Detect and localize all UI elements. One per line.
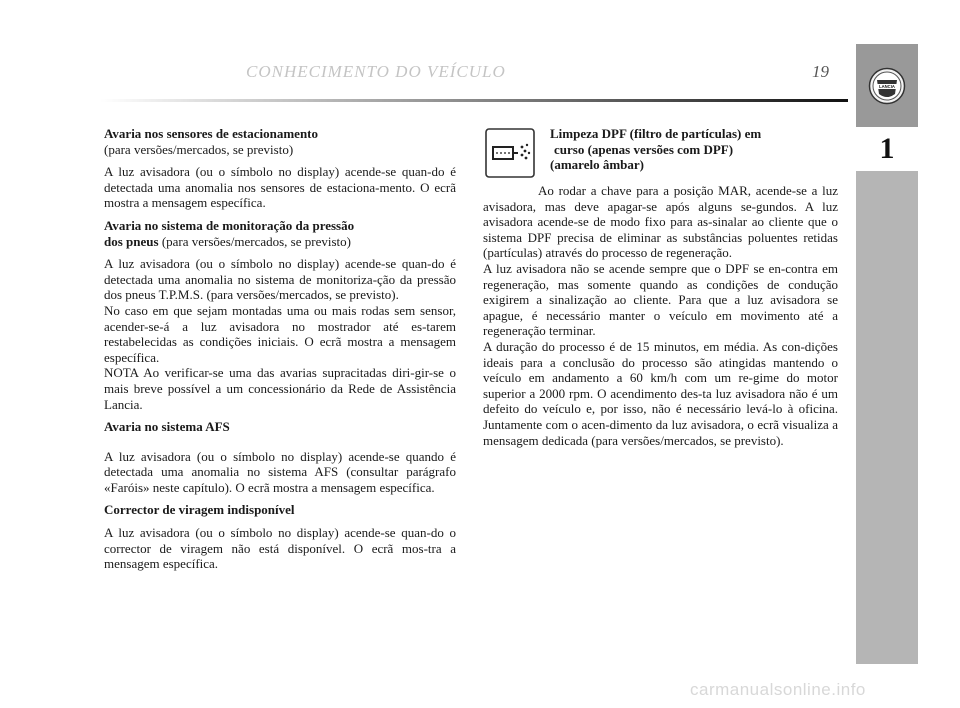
lancia-logo-icon <box>868 67 906 105</box>
logo-text: LANCIA <box>879 84 895 89</box>
right-column <box>483 183 838 448</box>
dpf-warning-icon <box>485 128 535 178</box>
section-title-tpms-cont: dos pneus <box>104 233 159 249</box>
page-number: 19 <box>812 62 829 81</box>
dpf-heading <box>550 126 840 173</box>
paragraph: No caso em que sejam montadas uma ou mais rodas sem sensor, acender-se-á a luz avisadora no mostrador até es-tarem restabelecidas as condições iniciais. O ecrã mostra a mensagem específica. <box>104 302 456 365</box>
paragraph: A luz avisadora (ou o símbolo no display) acende-se quan-do é detectada uma anomalia nos sensores de estaciona-mento. O ecrã mostra a mensagem específica. <box>104 164 456 211</box>
section-title-parking-sensors: Avaria nos sensores de estacionamento <box>104 126 319 141</box>
paragraph: A duração do processo é de 15 minutos, em média. As con-dições ideais para a conclusão do processo são atingidas mantendo o veículo em andamento a 60 km/h com um re-gime do motor superior a 2000 rpm. O acendimento des-ta luz avisadora não é um defeito do veículo e, por isso, não é necessário levá-lo à oficina. Juntamente com o acen-dimento da luz avisadora, o ecrã visualiza a mensagem dedicada (para versões/mercados, se previsto). <box>483 338 838 448</box>
section-title-cornering: Corrector de viragem indisponível <box>104 502 295 518</box>
section-title-afs: Avaria no sistema AFS <box>104 419 230 435</box>
dpf-title-line-1: Limpeza DPF (filtro de partículas) em <box>550 126 762 141</box>
paragraph: Ao rodar a chave para a posição MAR, acende-se a luz avisadora, mas deve apagar-se após alguns se-gundos. A luz avisadora acende-se de modo fixo para as-sinalar ao cliente que o sistema DPF precisa de eliminar as substâncias poluentes retidas (partículas) através do processo de regeneração. <box>483 183 838 261</box>
watermark: carmanualsonline.info <box>690 680 866 699</box>
paragraph: A luz avisadora (ou o símbolo no display) acende-se quando é detectada uma anomalia no sistema AFS (consultar parágrafo «Faróis» neste capítulo). O ecrã mostra a mensagem específica. <box>104 448 456 495</box>
header-rule <box>100 99 848 102</box>
paragraph: A luz avisadora (ou o símbolo no display) acende-se quan-do é detectada uma anomalia no sistema de monitoriza-ção da pressão dos pneus T.P.M.S. (para versões/mercados, se previsto). <box>104 256 456 303</box>
paragraph: A luz avisadora (ou o símbolo no display) acende-se quan-do o corrector de viragem não está disponível. O ecrã mos-tra a mensagem específica. <box>104 525 456 572</box>
section-subtitle: (para versões/mercados, se previsto) <box>104 141 294 157</box>
paragraph: A luz avisadora não se acende sempre que o DPF se en-contra em regeneração, mas somente quando as condições de condução exigirem a sinalização ao cliente. Para que a luz avisadora se apague, é necessário manter o veículo em movimento até a regeneração terminar. <box>483 260 838 339</box>
dpf-title-line-3: (amarelo âmbar) <box>550 157 644 173</box>
section-title-tpms: Avaria no sistema de monitoração da pressão <box>104 217 355 233</box>
note: NOTA Ao verificar-se uma das avarias supracitadas diri-gir-se o mais breve possível a um concessionário da Rede de Assistência Lancia. <box>104 365 456 412</box>
chapter-number: 1 <box>856 127 918 171</box>
left-column <box>104 126 456 572</box>
dpf-title-line-2: curso (apenas versões com DPF) <box>554 141 734 157</box>
section-subtitle: (para versões/mercados, se previsto) <box>158 233 351 249</box>
running-header: CONHECIMENTO DO VEÍCULO <box>246 62 506 81</box>
